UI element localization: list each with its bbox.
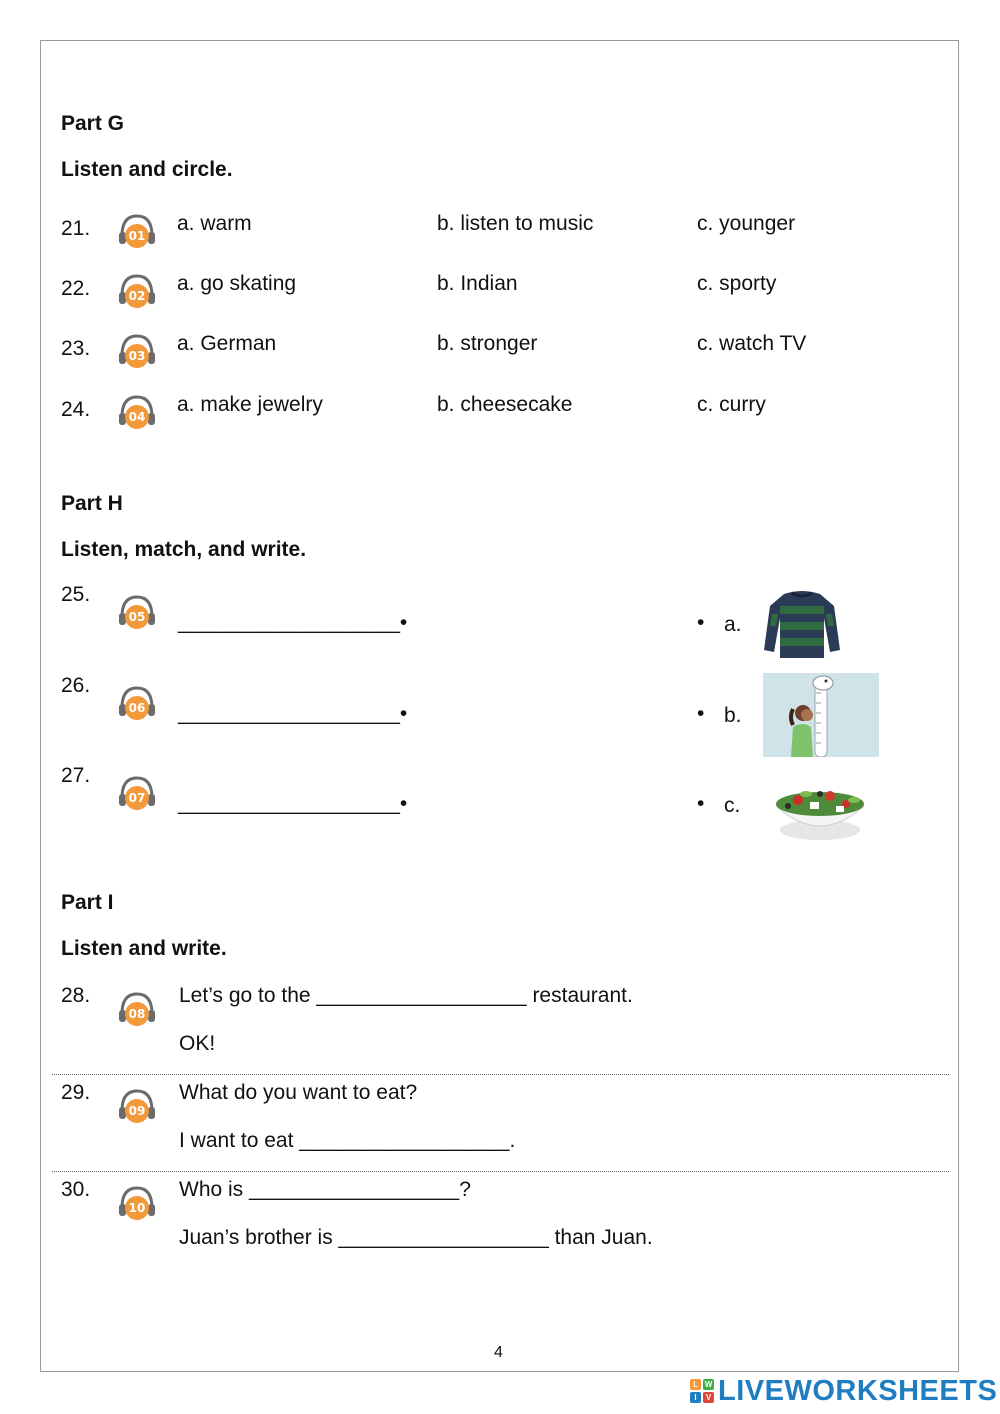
salad-picture [770,776,870,842]
sentence-line[interactable]: Juan’s brother is __________________ than Juan. [179,1226,653,1249]
option-a[interactable]: a. German [177,332,277,355]
question-number: 21. [61,217,91,240]
sentence-line[interactable]: Let’s go to the __________________ restaurant. [179,984,633,1007]
page-number: 4 [494,1344,503,1361]
part-g-instruction: Listen and circle. [61,158,233,181]
audio-play-button[interactable] [116,391,158,433]
sentence-line[interactable]: I want to eat __________________. [179,1129,516,1152]
audio-play-button[interactable] [116,988,158,1030]
match-dot[interactable]: • [697,611,705,634]
question-number: 25. [61,583,91,606]
answer-blank[interactable]: ___________________• [178,792,408,815]
audio-play-button[interactable] [116,210,158,252]
part-i-title: Part I [61,891,114,914]
picture-letter: a. [724,613,742,636]
audio-play-button[interactable] [116,1182,158,1224]
option-b[interactable]: b. Indian [437,272,518,295]
option-b[interactable]: b. cheesecake [437,393,573,416]
sentence-line[interactable]: Who is __________________? [179,1178,471,1201]
audio-play-button[interactable] [116,330,158,372]
answer-blank[interactable]: ___________________• [178,611,408,634]
audio-track-number: 05 [125,605,149,629]
question-number: 29. [61,1081,91,1104]
audio-track-number: 01 [125,224,149,248]
audio-track-number: 03 [125,344,149,368]
question-number: 27. [61,764,91,787]
part-g-title: Part G [61,112,125,135]
part-i-instruction: Listen and write. [61,937,227,960]
picture-letter: c. [724,794,741,817]
liveworksheets-logo[interactable] [690,1373,997,1409]
option-b[interactable]: b. listen to music [437,212,594,235]
match-dot[interactable]: • [697,792,705,815]
option-c[interactable]: c. watch TV [697,332,807,355]
option-a[interactable]: a. make jewelry [177,393,323,416]
audio-play-button[interactable] [116,772,158,814]
question-number: 24. [61,398,91,421]
option-a[interactable]: a. go skating [177,272,297,295]
picture-letter: b. [724,704,742,727]
audio-play-button[interactable] [116,1085,158,1127]
question-number: 28. [61,984,91,1007]
option-c[interactable]: c. younger [697,212,796,235]
audio-play-button[interactable] [116,682,158,724]
divider-line [52,1074,949,1075]
logo-mark-icon: L W I V [690,1379,714,1403]
audio-track-number: 09 [125,1099,149,1123]
option-c[interactable]: c. curry [697,393,766,416]
answer-blank[interactable]: ___________________• [178,702,408,725]
part-h-title: Part H [61,492,123,515]
audio-track-number: 04 [125,405,149,429]
question-number: 23. [61,337,91,360]
sentence-line[interactable]: OK! [179,1032,216,1055]
audio-track-number: 07 [125,786,149,810]
sentence-line[interactable]: What do you want to eat? [179,1081,418,1104]
audio-track-number: 02 [125,284,149,308]
audio-track-number: 08 [125,1002,149,1026]
option-a[interactable]: a. warm [177,212,252,235]
girl-height-picture [763,673,879,757]
divider-line [52,1171,949,1172]
part-h-instruction: Listen, match, and write. [61,538,307,561]
question-number: 30. [61,1178,91,1201]
question-number: 26. [61,674,91,697]
audio-track-number: 10 [125,1196,149,1220]
question-number: 22. [61,277,91,300]
sweater-picture [762,588,842,662]
audio-play-button[interactable] [116,270,158,312]
match-dot[interactable]: • [697,702,705,725]
logo-text: LIVEWORKSHEETS [718,1374,998,1407]
option-c[interactable]: c. sporty [697,272,777,295]
option-b[interactable]: b. stronger [437,332,538,355]
audio-play-button[interactable] [116,591,158,633]
audio-track-number: 06 [125,696,149,720]
